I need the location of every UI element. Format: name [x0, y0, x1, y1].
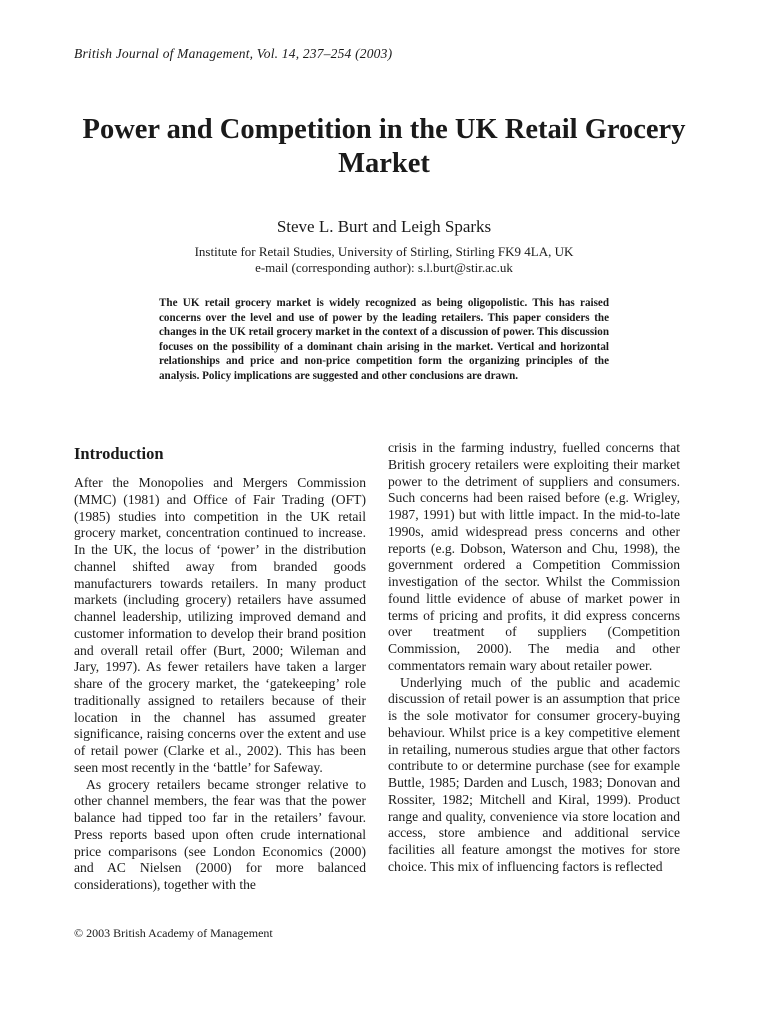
section-heading-introduction: Introduction	[74, 444, 164, 463]
contact-email: e-mail (corresponding author): s.l.burt@stir.ac.uk	[255, 260, 513, 275]
paragraph: Underlying much of the public and academic discussion of retail power is an assumption that price is the sole motivator for consumer grocery-buying behaviour. Whilst price is a key competitive element in retailing, numerous studies argue that other factors contribute to or determine purchase (see for example Buttle, 1985; Darden and Lusch, 1983; Donovan and Rossiter, 1982; Mitchell and Kiral, 1999). Product range and quality, convenience via store location and access, store ambience and additional service facilities all feature amongst the motives for store choice. This mix of influencing factors is reflected	[388, 674, 680, 874]
paragraph: As grocery retailers became stronger relative to other channel members, the fear was that the power balance had tipped too far in the retailers’ favour. Press reports based upon often crude international price comparisons (see London Economics (2000) and AC Nielsen (2000) for more balanced considerations), together with the	[74, 776, 366, 892]
paper-title: Power and Competition in the UK Retail Grocery Market	[82, 114, 686, 179]
journal-citation: British Journal of Management, Vol. 14, 237–254 (2003)	[74, 46, 393, 61]
affiliation	[60, 244, 708, 276]
paragraph: crisis in the farming industry, fuelled concerns that British grocery retailers were exploiting their market power to the detriment of suppliers and consumers. Such concerns had been raised before (e.g. Wrigley, 1987, 1991) but with little impact. In the mid-to-late 1990s, amid widespread press concerns and other reports (e.g. Dobson, Waterson and Chu, 1998), the government ordered a Competition Commission investigation of the sector. Whilst the Commission found little evidence of abuse of market power in terms of pricing and profits, it did express concerns over treatment of suppliers (Competition Commission, 2000). The media and other commentators remain wary about retailer power.	[388, 440, 680, 673]
abstract: The UK retail grocery market is widely recognized as being oligopolistic. This has raised concerns over the level and use of power by the leading retailers. This paper considers the changes in the UK retail grocery market in the context of a discussion of power. This discussion focuses on the possibility of a dominant chain arising in the market. Vertical and horizontal relationships and price and non-price competition form the organizing principles of the analysis. Policy implications are suggested and other conclusions are drawn.	[159, 297, 609, 382]
copyright-footer: © 2003 British Academy of Management	[74, 926, 273, 940]
paragraph: After the Monopolies and Mergers Commission (MMC) (1981) and Office of Fair Trading (OFT) (1985) studies into competition in the UK retail grocery market, concentration continued to increase. In the UK, the locus of ‘power’ in the distribution channel shifted away from branded goods manufacturers towards retailers. In many product markets (including grocery) retailers have assumed channel leadership, utilizing improved demand and customer information to develop their brand position and overall retail offer (Burt, 2000; Wileman and Jary, 1997). As fewer retailers have taken a larger share of the grocery market, the ‘gatekeeping’ role traditionally assigned to retailers because of their location in the channel has assumed greater significance, raising concerns over the extent and use of retail power (Clarke et al., 2002). This has been seen most recently in the ‘battle’ for Safeway.	[74, 475, 366, 775]
right-column	[388, 440, 680, 876]
left-column	[74, 440, 366, 894]
institute: Institute for Retail Studies, University of Stirling, Stirling FK9 4LA, UK	[194, 244, 574, 259]
authors: Steve L. Burt and Leigh Sparks	[276, 217, 492, 236]
